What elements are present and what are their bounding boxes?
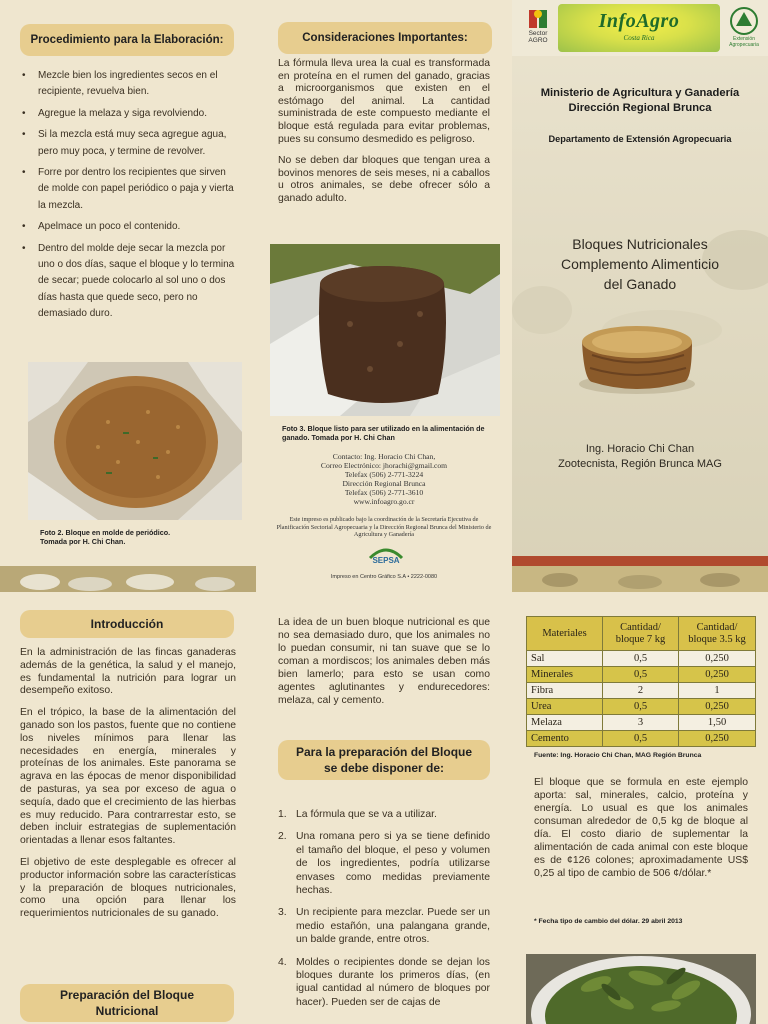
list-item: • Mezcle bien los ingredientes secos en el recipiente, revuelva bien. <box>20 68 236 101</box>
cover-red-stripe <box>512 556 768 566</box>
materials-table <box>526 616 756 747</box>
table-row <box>527 683 756 699</box>
table-row <box>527 699 756 715</box>
list-item: • Apelmace un poco el contenido. <box>20 219 236 235</box>
cover-title-line: Bloques Nutricionales <box>572 236 708 252</box>
consideraciones-panel <box>256 0 512 566</box>
contact-email: Correo Electrónico: jhorachi@gmail.com <box>320 461 448 470</box>
table-row <box>527 667 756 683</box>
table-cell: 1,50 <box>679 715 756 731</box>
departamento-name: Departamento de Extensión Agropecuaria <box>548 134 732 144</box>
table-cell: 0,5 <box>603 651 679 667</box>
list-item-text: Un recipiente para mezclar. Puede ser un medio estañón, una palangana grande, un balde grande, entre otros. <box>296 907 490 946</box>
exchange-note: * Fecha tipo de cambio del dólar. 29 abril 2013 <box>534 918 683 925</box>
credit-text: Este impreso es publicado bajo la coordinación de la Secretaría Ejecutiva de Planificación Sectorial Agropecuaria y la Dirección Regional Brunca del Ministerio de Agricultura y Ganadería <box>276 516 492 539</box>
print-info: Impreso en Centro Gráfico S.A • 2222-0080 <box>330 574 438 580</box>
list-item: 3. Un recipiente para mezclar. Puede ser un medio estañón, una palangana grande, un balde grande, entre otros. <box>278 907 490 946</box>
contact-line: Telefax (506) 2-771-3610 <box>344 488 424 497</box>
author-role: Zootecnista, Región Brunca MAG <box>558 458 722 470</box>
photo-leaves-bowl <box>526 954 756 1024</box>
table-cell: 0,250 <box>679 699 756 715</box>
sepsa-label: SEPSA <box>372 556 400 565</box>
table-cell: 0,250 <box>679 667 756 683</box>
photo-2-caption: Foto 2. Bloque en molde de periódico. Tomada por H. Chi Chan. <box>40 528 171 546</box>
contact-website: www.infoagro.go.cr <box>353 497 415 506</box>
table-cell: Melaza <box>527 715 603 731</box>
table-cell: 0,5 <box>603 667 679 683</box>
table-header: Cantidad/ bloque 7 kg <box>603 617 679 651</box>
photo-block-in-mold <box>28 362 242 520</box>
table-row <box>527 651 756 667</box>
introduccion-p3: El objetivo de este desplegable es ofrecer al productor información sobre las características y la preparación de bloques nutricionales, como una opción para llenar los requerimientos nutricionales de su ganado. <box>20 856 236 920</box>
list-item: • Dentro del molde deje secar la mezcla por uno o dos días, saque el bloque y lo termina de secar; puede colocarlo al sol uno o dos días hasta que quede seco, pero no demasiado duro. <box>20 241 236 323</box>
sector-agro-logo <box>522 8 554 52</box>
table-header: Materiales <box>527 617 603 651</box>
sector-agro-label: Sector AGRO <box>528 30 548 44</box>
list-item: 4. Moldes o recipientes donde se dejan los bloques durante los primeros días, (en igual cantidad al número de bloques por hacer). Pueden ser de cajas de <box>278 956 490 1008</box>
author-block <box>512 442 768 472</box>
cover-block-image <box>572 320 702 396</box>
table-cell: 0,250 <box>679 651 756 667</box>
consideraciones-p2: No se deben dar bloques que tengan urea a bovinos menores de seis meses, ni a caballos u otros animales, se debe ofrecer sólo a ganado adulto. <box>278 155 490 204</box>
cover-title-line: Complemento Alimenticio <box>561 256 719 272</box>
ministerio-heading <box>512 86 768 116</box>
aporte-p1: El bloque que se formula en este ejemplo aporta: sal, minerales, calcio, proteína y energía. Lo usual es que los animales consuman alrededor de 0,5 kg de bloque al día. El costo diario de suplementar la alimentación de cada animal con este bloque es de ¢126 colones; aproximadamente US$ 0,25 al tipo de cambio de 506 ¢/dólar.* <box>534 777 748 879</box>
extension-label: Extensión Agropecuaria <box>729 36 759 48</box>
consideraciones-title: Consideraciones Importantes: <box>278 22 492 54</box>
cover-panel <box>512 0 768 566</box>
list-item: 1. La fórmula que se va a utilizar. <box>278 809 437 820</box>
contact-line: Dirección Regional Brunca <box>342 479 426 488</box>
preparacion-panel <box>256 592 512 1024</box>
consideraciones-text <box>278 58 490 215</box>
table-cell: Urea <box>527 699 603 715</box>
table-cell: Sal <box>527 651 603 667</box>
procedimiento-list <box>20 68 236 328</box>
introduccion-panel <box>0 592 256 1024</box>
table-cell: Fibra <box>527 683 603 699</box>
list-item: • Agregue la melaza y siga revolviendo. <box>20 106 236 122</box>
author-name: Ing. Horacio Chi Chan <box>585 443 695 455</box>
introduccion-title: Introducción <box>20 610 234 638</box>
aporte-text <box>534 776 748 889</box>
procedimiento-panel <box>0 0 256 566</box>
table-cell: Minerales <box>527 667 603 683</box>
contact-block <box>278 452 490 506</box>
introduccion-text <box>20 647 236 930</box>
preparacion-title: Preparación del Bloque Nutricional <box>20 984 234 1022</box>
formula-panel <box>512 592 768 1024</box>
infoagro-wordmark: InfoAgro <box>598 10 680 32</box>
photo-3-caption: Foto 3. Bloque listo para ser utilizado en la alimentación de ganado. Tomada por H. Chi Chan <box>282 424 485 442</box>
infoagro-logo <box>558 4 720 52</box>
list-item-text: Moldes o recipientes donde se dejan los bloques durante los primeros días, (en igual cantidad al número de bloques por hacer). Pueden ser de cajas de <box>296 956 490 1008</box>
idea-text <box>278 616 490 716</box>
table-cell: 2 <box>603 683 679 699</box>
table-cell: 0,5 <box>603 731 679 747</box>
divider-strip <box>0 566 768 592</box>
table-header: Cantidad/ bloque 3.5 kg <box>679 617 756 651</box>
table-cell: 1 <box>679 683 756 699</box>
list-item: • Si la mezcla está muy seca agregue agua, pero muy poca, y termine de revolver. <box>20 127 236 160</box>
contact-line: Telefax (506) 2-771-3224 <box>344 470 424 479</box>
table-row <box>527 715 756 731</box>
introduccion-p1: En la administración de las fincas ganaderas además de la genética, la salud y el manejo, es fundamental la nutrición para lograr un desempeño exitoso. <box>20 647 236 697</box>
cover-title-line: del Ganado <box>603 276 677 292</box>
contact-line: Contacto: Ing. Horacio Chi Chan, <box>332 452 436 461</box>
extension-logo <box>724 6 764 52</box>
materials-table-wrap <box>526 616 756 747</box>
table-cell: Cemento <box>527 731 603 747</box>
list-item: 2. Una romana pero si ya se tiene definido el tamaño del bloque, el peso y volumen de los ingredientes, podría utilizarse envases como medidas previamente hechas. <box>278 831 490 897</box>
idea-p1: La idea de un buen bloque nutricional es que no sea demasiado duro, que los animales no lo puedan consumir, ni tan suave que se lo coman a mordiscos; los animales deben más bien lamerlo; para esto se usan como agentes aglutinantes y endurecedores: melaza, cal y cemento. <box>278 617 490 706</box>
list-item-text: Una romana pero si ya se tiene definido el tamaño del bloque, el peso y volumen de los ingredientes, podría utilizarse envases como medidas previamente hechas. <box>296 831 490 897</box>
table-cell: 3 <box>603 715 679 731</box>
ministerio-name: Ministerio de Agricultura y Ganadería <box>540 87 740 99</box>
photo-finished-block <box>270 244 500 416</box>
table-cell: 0,5 <box>603 699 679 715</box>
table-row <box>527 731 756 747</box>
table-cell: 0,250 <box>679 731 756 747</box>
cover-title <box>512 234 768 294</box>
table-source: Fuente: Ing. Horacio Chi Chan, MAG Región Brunca <box>534 752 702 759</box>
list-item: • Forre por dentro los recipientes que sirven de molde con papel periódico o paja y vierta la mezcla. <box>20 165 236 214</box>
direccion-name: Dirección Regional Brunca <box>568 102 712 114</box>
infoagro-sub: Costa Rica <box>623 34 655 42</box>
introduccion-p2: En el trópico, la base de la alimentación del ganado son los pastos, fuente que no contiene los niveles mínimos para llenar las necesidades en energía, minerales y proteínas de los animales. Este panorama se agrava en las épocas de menor disponibilidad de pasturas, ya sea por exceso de agua o sequía, dado que el crecimiento de las hierbas es muy reducido. Para contrarrestar esto, se deben incluir estrategias de suplementación orientadas a llenar esos faltantes. <box>20 707 236 847</box>
logo-bar <box>512 0 768 56</box>
list-item-text: La fórmula que se va a utilizar. <box>296 809 437 820</box>
disponer-list <box>278 808 490 1018</box>
consideraciones-p1: La fórmula lleva urea la cual es transformada en proteína en el rumen del ganado, gracias a microorganismos que existen en el estómago del animal. La cantidad suministrada de este compuesto mediante el bloque está regulada para evitar problemas, pues su consumo desmedido es peligroso. <box>278 58 490 145</box>
procedimiento-title: Procedimiento para la Elaboración: <box>20 24 234 56</box>
disponer-title: Para la preparación del Bloque se debe disponer de: <box>278 740 490 780</box>
sepsa-logo <box>364 546 408 566</box>
